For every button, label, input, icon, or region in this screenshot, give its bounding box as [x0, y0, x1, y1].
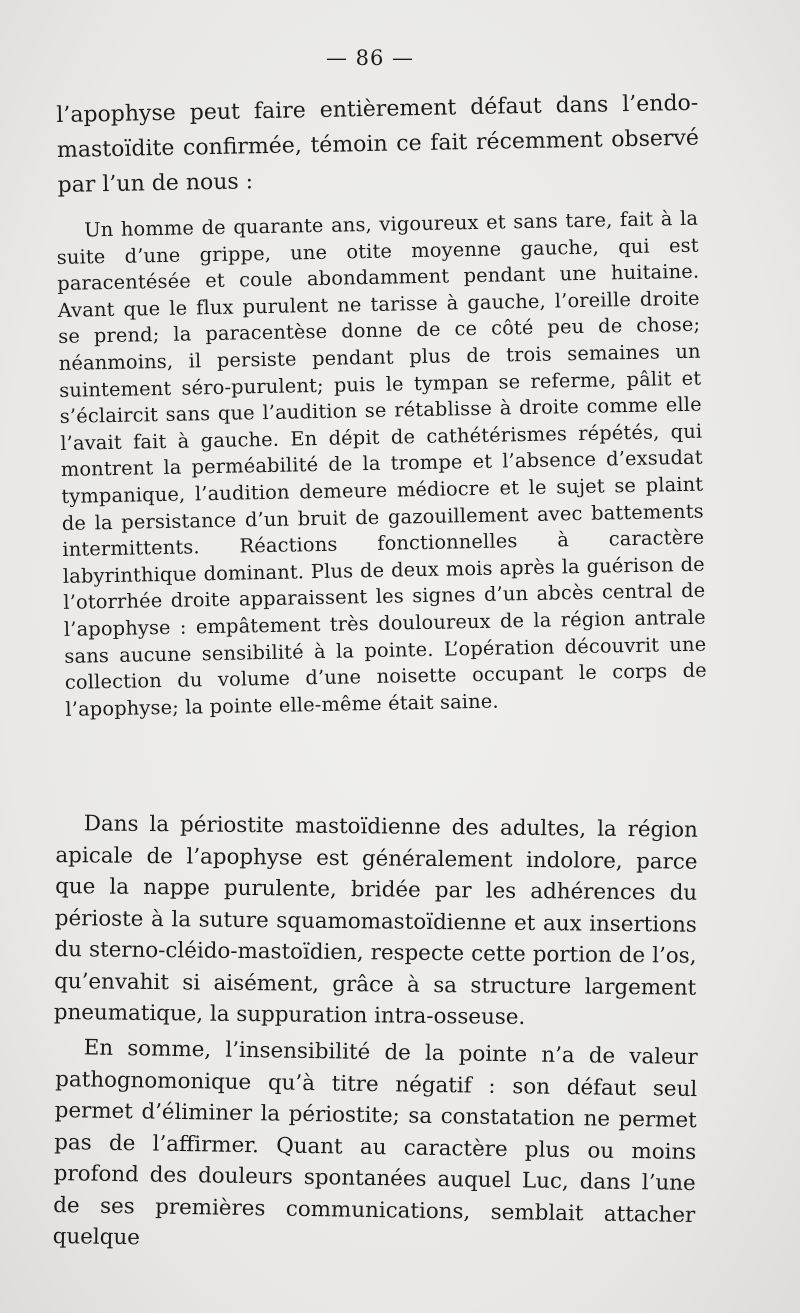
intro-paragraph-block [56, 86, 700, 203]
periostitis-paragraph: Dans la périostite mastoïdienne des adultes, la région apicale de l’apophyse est généralement indolore, parce que la nappe purulente, bridée par les adhérences du périoste à la suture squamomastoïdienne et aux insertions du sterno-cléido-mastoïdien, respecte cette portion de l’os, qu’envahit si aisément, grâce à sa structure largement pneumatique, la suppuration intra-osseuse. [53, 811, 698, 1030]
summary-paragraph: En somme, l’insensibilité de la pointe n’a de valeur pathognomonique qu’à titre négatif : son défaut seul permet d’éliminer la périostite; sa constatation ne permet pas de l’affirmer. Quant au caractère plus ou moins profond des douleurs spontanées auquel Luc, dans l’une de ses premières communications, semblait attacher quelque [52, 1035, 698, 1251]
summary-paragraph-block [53, 1032, 698, 1263]
case-report-block [56, 206, 708, 724]
intro-paragraph: l’apophyse peut faire entièrement défaut dans l’endo-mastoïdite confirmée, témoin ce fait récemment observé par l’un de nous : [56, 90, 700, 198]
case-report-paragraph: Un homme de quarante ans, vigoureux et sans tare, fait à la suite d’une grippe, une otite moyenne gauche, qui est paracentésée et coule abondamment pendant une huitaine. Avant que le flux purulent ne tarisse à gauche, l’oreille droite se prend; la paracentèse donne de ce côté peu de chose; néanmoins, il persiste pendant plus de trois semaines un suintement séro-purulent; puis le tympan se referme, pâlit et s’éclaircit sans que l’audition se rétablisse à droite comme elle l’avait fait à gauche. En dépit de cathétérismes répétés, qui montrent la perméabilité de la trompe et l’absence d’exsudat tympanique, l’audition demeure médiocre et le sujet se plaint de la persistance d’un bruit de gazouillement avec battements intermittents. Réactions fonctionnelles à caractère labyrinthique dominant. Plus de deux mois après la guérison de l’otorrhée droite apparaissent les signes d’un abcès central de l’apophyse : empâtement très douloureux de la région antrale sans aucune sensibilité à la pointe. L’opération découvrit une collection du volume d’une noisette occupant le corps de l’apophyse; la pointe elle-même était saine. [56, 206, 708, 721]
periostitis-paragraph-block [54, 808, 698, 1035]
page-number: — 86 — [325, 46, 415, 70]
